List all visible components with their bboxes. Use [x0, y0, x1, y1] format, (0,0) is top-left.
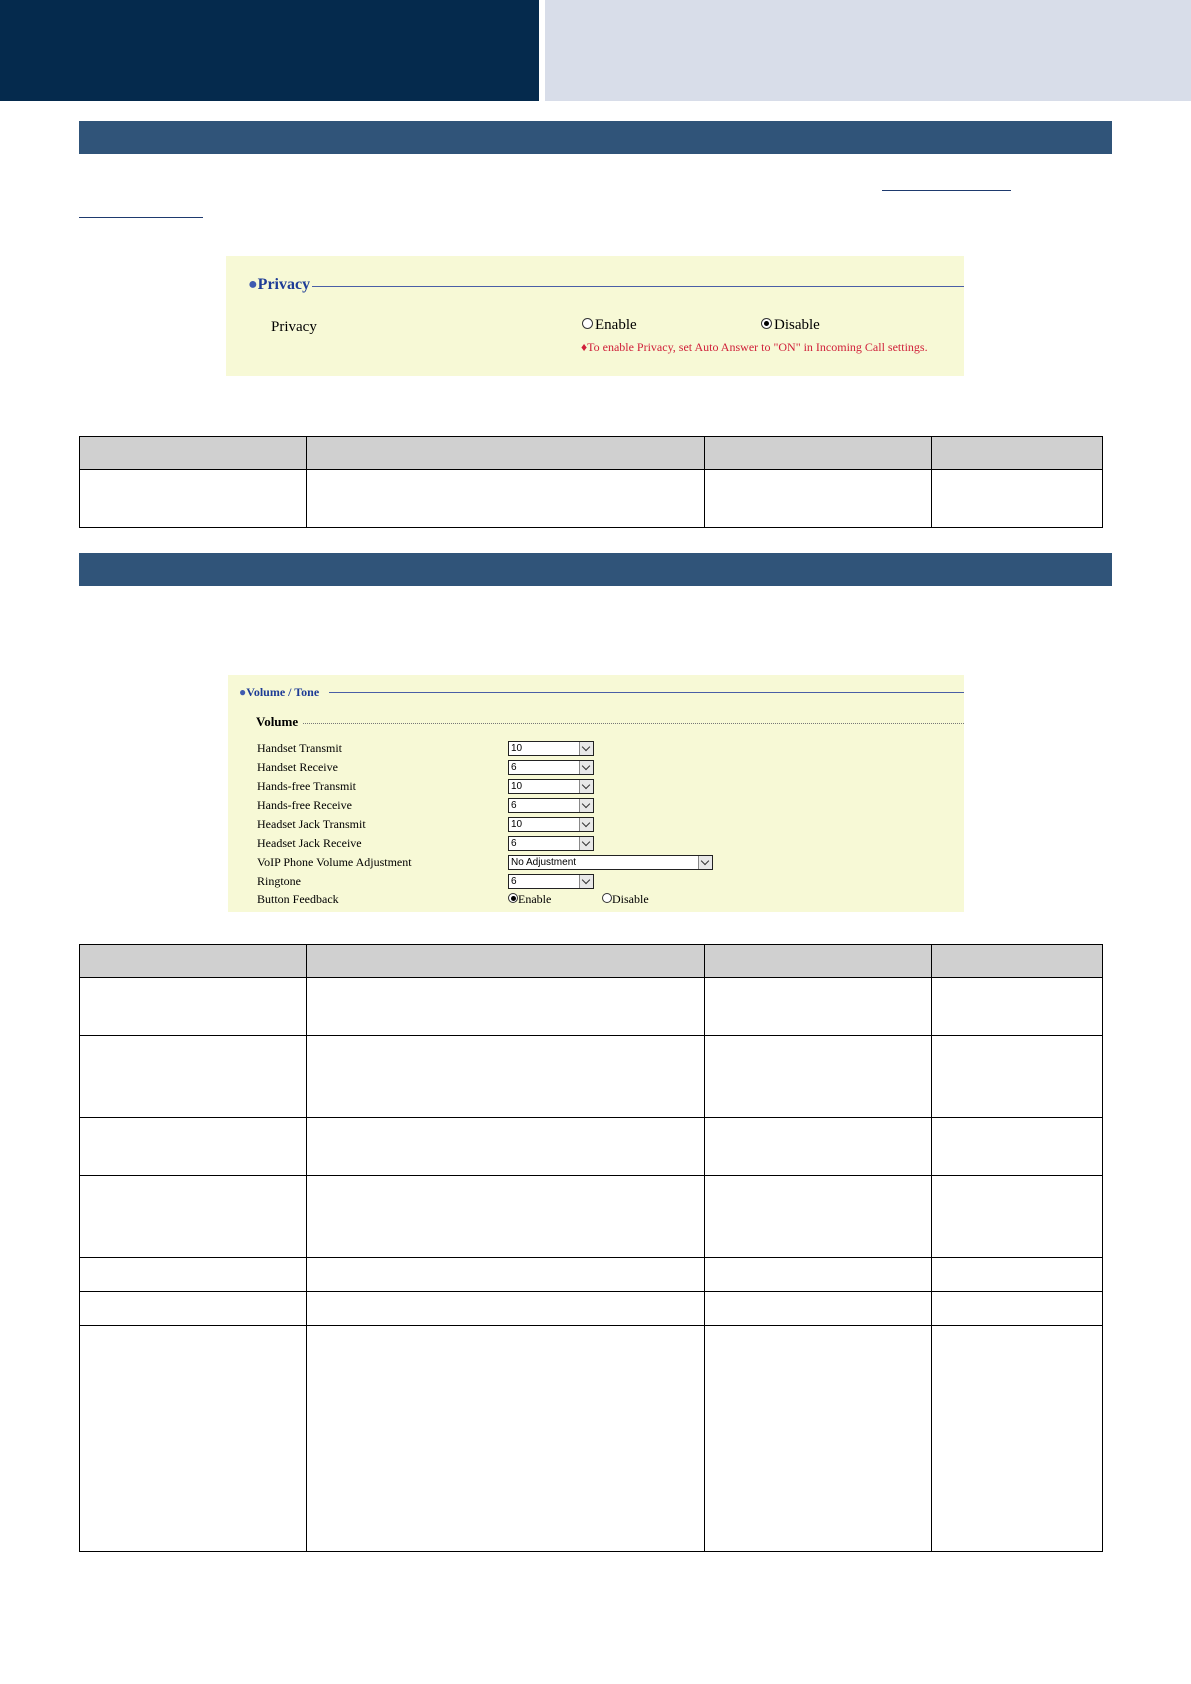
select-value: 6 — [511, 800, 517, 811]
handset-transmit-select[interactable] — [508, 741, 594, 756]
header-light-block — [545, 0, 1191, 101]
select-value: 6 — [511, 762, 517, 773]
headset-jack-receive-label: Headset Jack Receive — [257, 836, 362, 850]
volume-tone-panel — [228, 675, 964, 912]
table-row — [80, 978, 1103, 1036]
button-feedback-label: Button Feedback — [257, 892, 339, 906]
voip-volume-adjustment-label: VoIP Phone Volume Adjustment — [257, 855, 412, 869]
privacy-note: ♦To enable Privacy, set Auto Answer to "ON" in Incoming Call settings. — [581, 340, 928, 354]
title-rule — [312, 286, 964, 287]
handsfree-transmit-label: Hands-free Transmit — [257, 779, 356, 793]
section-bar-privacy — [79, 121, 1112, 154]
table-row — [80, 470, 1103, 528]
handsfree-receive-label: Hands-free Receive — [257, 798, 352, 812]
table-header-row — [80, 437, 1103, 470]
select-value: No Adjustment — [511, 857, 577, 868]
title-rule — [329, 692, 964, 693]
chevron-down-icon — [579, 837, 593, 850]
handsfree-receive-select[interactable] — [508, 798, 594, 813]
headset-jack-receive-select[interactable] — [508, 836, 594, 851]
button-feedback-enable-radio[interactable] — [508, 893, 518, 903]
select-value: 10 — [511, 819, 523, 830]
volume-panel-title: ●Volume / Tone — [239, 685, 320, 699]
chevron-down-icon — [579, 799, 593, 812]
chevron-down-icon — [579, 875, 593, 888]
button-feedback-enable-label: Enable — [518, 892, 552, 906]
handset-receive-label: Handset Receive — [257, 760, 338, 774]
reference-link-part2[interactable] — [79, 217, 203, 218]
section-bar-volume — [79, 553, 1112, 586]
button-feedback-disable-radio[interactable] — [602, 893, 612, 903]
headset-jack-transmit-select[interactable] — [508, 817, 594, 832]
chevron-down-icon — [579, 780, 593, 793]
table-row — [80, 1176, 1103, 1258]
handset-transmit-label: Handset Transmit — [257, 741, 343, 755]
privacy-row-label: Privacy — [271, 319, 317, 335]
volume-subtitle: Volume — [256, 714, 299, 729]
table-row — [80, 1036, 1103, 1118]
ringtone-select[interactable] — [508, 874, 594, 889]
handsfree-transmit-select[interactable] — [508, 779, 594, 794]
table-row — [80, 1292, 1103, 1326]
chevron-down-icon — [579, 761, 593, 774]
table-header-row — [80, 945, 1103, 978]
select-value: 10 — [511, 781, 523, 792]
reference-link-part1[interactable] — [882, 190, 1011, 191]
header-dark-block — [0, 0, 539, 101]
subtitle-rule — [303, 723, 964, 724]
privacy-enable-label: Enable — [595, 317, 637, 333]
select-value: 6 — [511, 838, 517, 849]
table-row — [80, 1118, 1103, 1176]
headset-jack-transmit-label: Headset Jack Transmit — [257, 817, 366, 831]
chevron-down-icon — [579, 742, 593, 755]
select-value: 6 — [511, 876, 517, 887]
privacy-spec-table — [79, 436, 1103, 528]
privacy-enable-radio[interactable] — [582, 318, 593, 329]
chevron-down-icon — [698, 856, 712, 869]
button-feedback-disable-label: Disable — [612, 892, 649, 906]
select-value: 10 — [511, 743, 523, 754]
chevron-down-icon — [579, 818, 593, 831]
volume-spec-table — [79, 944, 1103, 1552]
table-row — [80, 1258, 1103, 1292]
privacy-disable-radio[interactable] — [761, 318, 772, 329]
voip-volume-adjustment-select[interactable] — [508, 855, 713, 870]
ringtone-label: Ringtone — [257, 874, 301, 888]
privacy-panel-title: ●Privacy — [248, 276, 311, 293]
privacy-panel — [226, 256, 964, 376]
table-row — [80, 1326, 1103, 1552]
handset-receive-select[interactable] — [508, 760, 594, 775]
privacy-disable-label: Disable — [774, 317, 820, 333]
